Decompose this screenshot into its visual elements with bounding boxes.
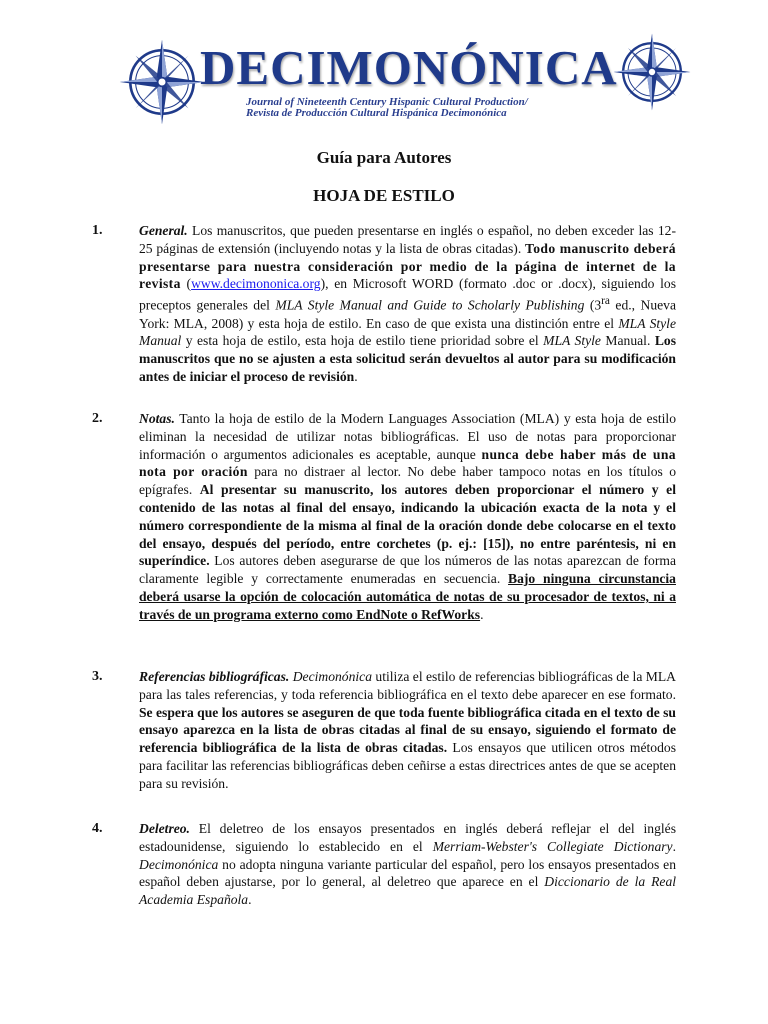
page-title: Guía para Autores (316, 148, 452, 167)
section-number: 3. (92, 669, 103, 684)
section-paragraph (139, 668, 676, 793)
emphasis-text: Todo manuscrito deberá presentarse para nuestra consideración por medio de la página de internet de la revista (139, 240, 676, 292)
paragraph-text: (3 (584, 297, 602, 313)
paragraph-text: Los autores deben asegurarse de que los números de las notas aparezcan de forma claramente legible y correctamente enumeradas en secuencia. (139, 553, 676, 587)
emphasis-text: nunca debe haber más de una nota por oración (139, 446, 677, 480)
paragraph-text: . (354, 368, 358, 384)
page-subtitle: HOJA DE ESTILO (313, 186, 455, 205)
paragraph-text: Los manuscritos, que pueden presentarse en inglés o español, no deben exceder las 12-25 páginas de extensión (incluyendo notas y la lista de obras citadas). (139, 223, 676, 256)
paragraph-text: El deletreo de los ensayos presentados en inglés deberá reflejar el del inglés estadounidense, siguiendo lo establecido en el (139, 821, 676, 854)
compass-rose-icon (612, 32, 692, 112)
section-number: 4. (92, 821, 103, 836)
paragraph-text: no adopta ninguna variante particular del español, pero los ensayos presentados en español deben ajustarse, por lo general, al deletreo que aparece en el (139, 856, 676, 890)
section-paragraph (139, 410, 676, 624)
emphasis-text: Al presentar su manuscrito, los autores deben proporcionar el número y el contenido de las notas al final del ensayo, indicando la ubicación exacta de la nota y el número correspondiente de la misma al final de la oración donde debe colocarse en el texto del ensayo, después del período, entre corchetes (p. ej.: [15]), no entre paréntesis, ni en superíndice. (139, 482, 676, 569)
book-title: MLA Style Manual (139, 315, 676, 349)
paragraph-text: Manual. (600, 333, 655, 349)
journal-masthead (0, 0, 768, 135)
journal-subtitle-english: Journal of Nineteenth Century Hispanic Cultural Production/ (246, 96, 528, 108)
edition-superscript: ra (601, 295, 610, 308)
section-paragraph (139, 222, 676, 386)
paragraph-text: para no distraer al lector. No debe haber tampoco notas en los títulos o epígrafes. (139, 464, 676, 498)
paragraph-text: . (480, 606, 484, 622)
section-heading: Deletreo. (139, 821, 190, 836)
paragraph-text: Los ensayos que utilicen otros métodos para facilitar las referencias bibliográficas deben ceñirse a estas directrices antes de que se acepten para su revisión. (139, 740, 676, 791)
journal-website-link[interactable]: www.decimononica.org (191, 276, 321, 292)
paragraph-text: ed., Nueva York: MLA, 2008) y esta hoja de estilo. En caso de que exista una distinción entre el (139, 297, 676, 331)
compass-rose-icon (118, 38, 206, 126)
section-number: 1. (92, 223, 103, 238)
emphasis-text: Los manuscritos que no se ajusten a esta solicitud serán devueltos al autor para su modificación antes de iniciar el proceso de revisión (139, 333, 676, 384)
book-title: Merriam-Webster's Collegiate Dictionary (432, 838, 673, 854)
book-title: MLA Style Manual and Guide to Scholarly Publishing (275, 297, 585, 313)
paragraph-text: . (672, 838, 676, 854)
paragraph-text: ), en Microsoft WORD (formato .doc or .docx), siguiendo los preceptos generales del (139, 276, 676, 313)
book-title: MLA Style (543, 333, 601, 349)
journal-name: DECIMONÓNICA (200, 40, 618, 95)
paragraph-text: Tanto la hoja de estilo de la Modern Languages Association (MLA) y esta hoja de estilo eliminan la necesidad de utilizar notas bibliográficas. El uso de notas para proporcionar información o argumentos adicionales es aceptable, aunque (139, 411, 676, 462)
paragraph-text: utiliza el estilo de referencias bibliográficas de la MLA para las tales referencias, y toda referencia bibliográfica en el texto debe aparecer en ese formato. (139, 669, 676, 702)
section-heading: Referencias bibliográficas. (139, 669, 290, 684)
journal-name-inline: Decimonónica (139, 856, 219, 872)
section-heading: General. (139, 223, 188, 238)
paragraph-text: ( (180, 276, 192, 292)
book-title: Diccionario de la Real Academia Española (139, 874, 677, 908)
underlined-emphasis-text: Bajo ninguna circunstancia deberá usarse la opción de colocación automática de notas de su procesador de textos, ni a través de un programa externo como EndNote o RefWorks (139, 571, 676, 622)
paragraph-text: y esta hoja de estilo, esta hoja de estilo tiene prioridad sobre el (181, 333, 544, 349)
journal-subtitle-spanish: Revista de Producción Cultural Hispánica Decimonónica (246, 107, 507, 119)
journal-name-inline: Decimonónica (292, 669, 372, 684)
paragraph-text: . (248, 892, 252, 908)
section-paragraph (139, 820, 676, 909)
section-heading: Notas. (139, 411, 175, 426)
emphasis-text: Se espera que los autores se aseguren de que toda fuente bibliográfica citada en el texto de su ensayo aparezca en la lista de obras citadas al final de su ensayo, siguiendo el formato de referencia bibliográfica de la lista de obras citadas. (139, 704, 676, 756)
section-number: 2. (92, 411, 103, 426)
